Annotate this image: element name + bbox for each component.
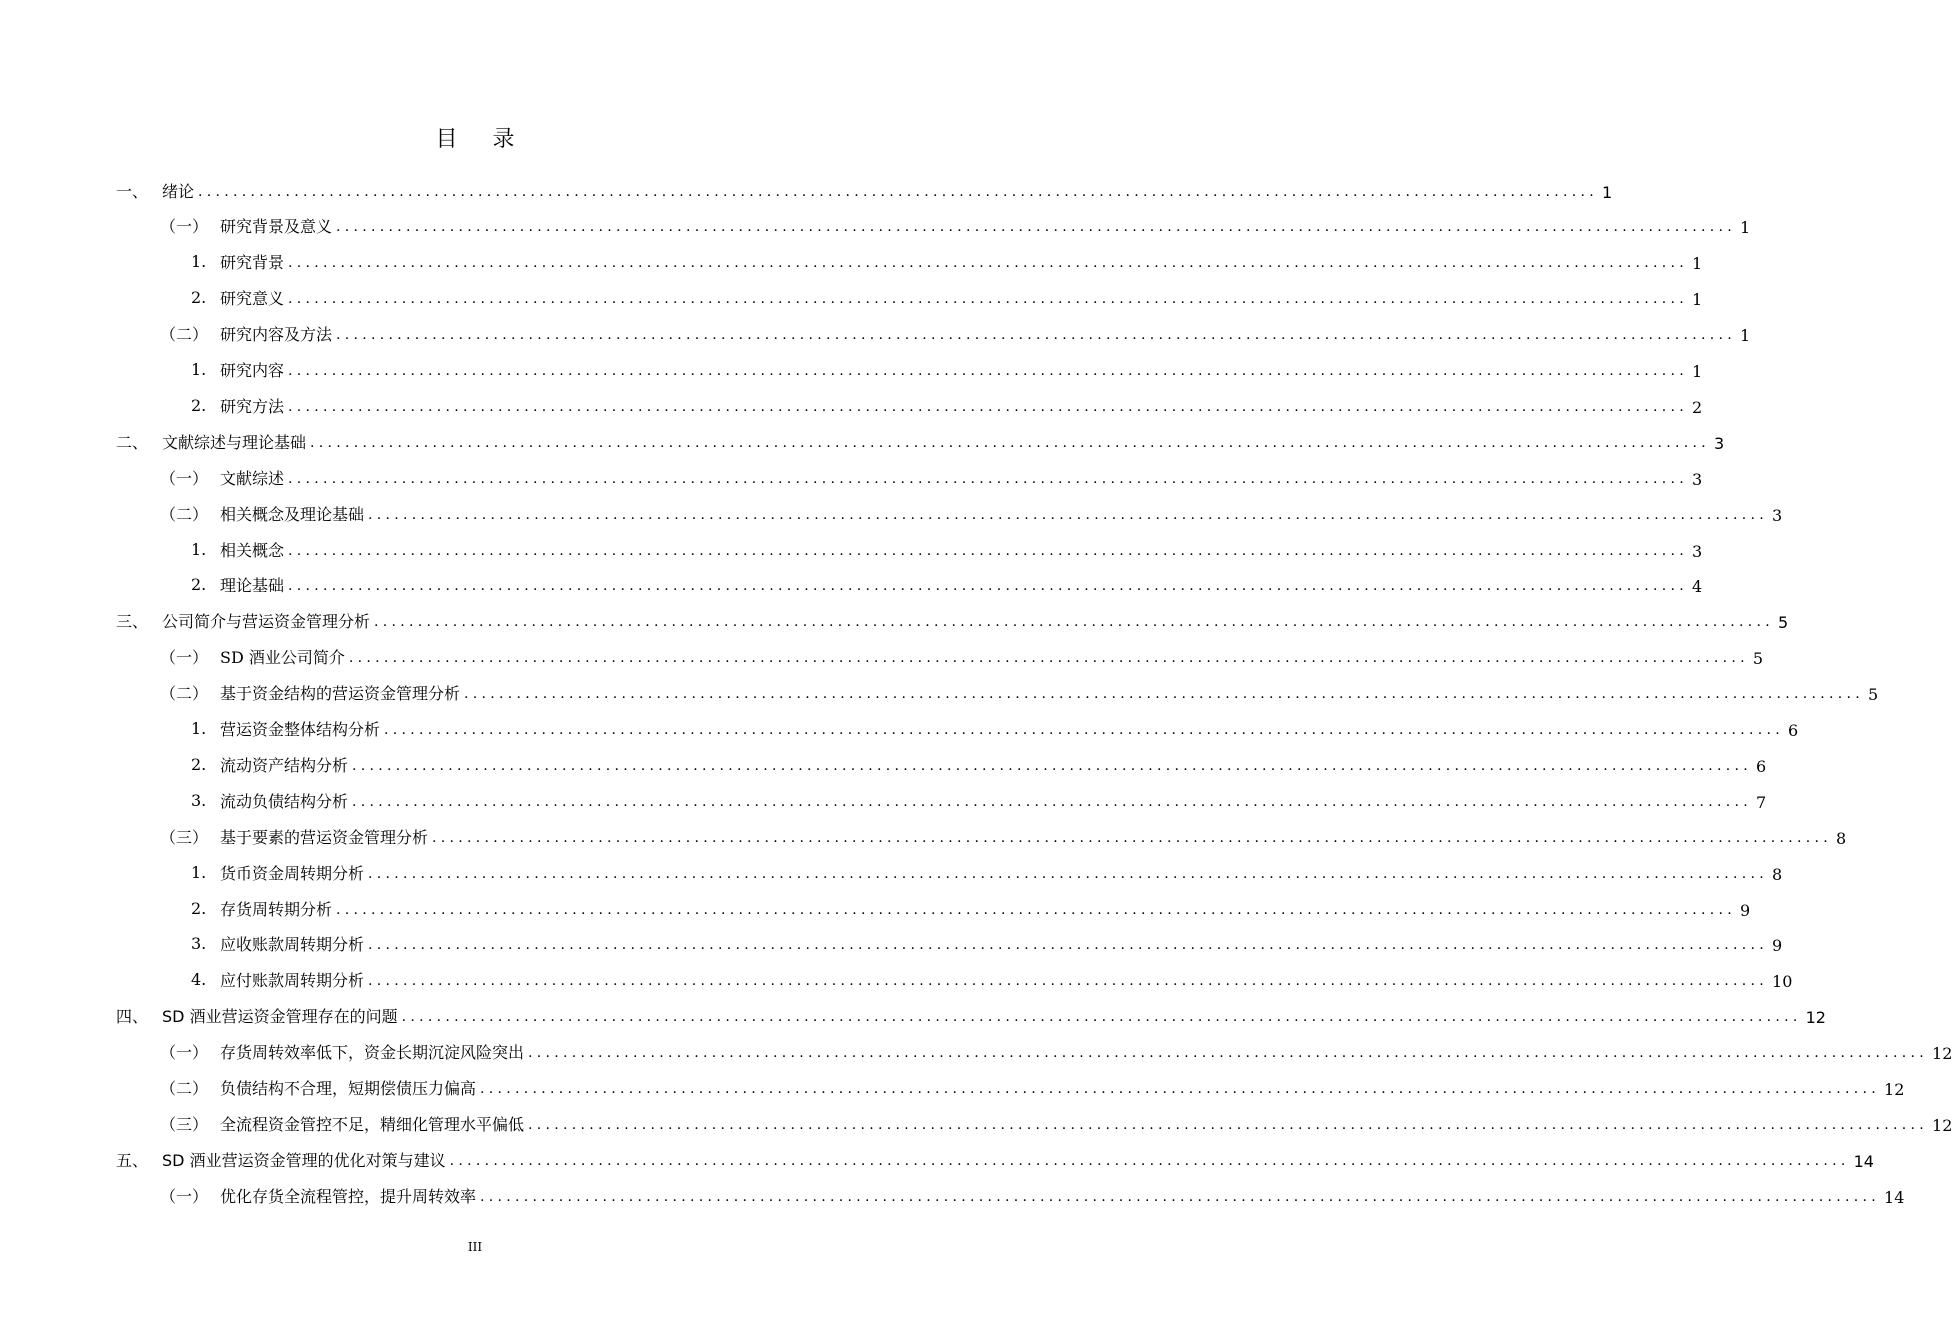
toc-entry-page-number: 1 (1692, 254, 1703, 274)
toc-entry-number: 1. (191, 719, 207, 738)
toc-leader-dots: ................................................................................................................................................................ (288, 470, 1689, 487)
toc-entry-number: 2. (191, 898, 207, 918)
toc-entry-page-number: 12 (1932, 1115, 1952, 1135)
toc-entry[interactable] (0, 782, 1767, 818)
toc-entry-number: 三、 (116, 612, 149, 632)
toc-entry-page-number: 3 (1714, 433, 1725, 453)
toc-entry-text: 货币资金周转期分析 (220, 863, 365, 883)
toc-entry-label (220, 861, 1783, 884)
toc-entry-label (220, 1112, 1952, 1135)
toc-entry-page-number: 12 (1805, 1008, 1826, 1028)
toc-entry-page-number: 9 (1740, 900, 1751, 920)
toc-entry[interactable] (0, 711, 1799, 747)
toc-entry-page-number: 14 (1884, 1187, 1905, 1207)
toc-entry-text: SD 酒业公司简介 (220, 648, 345, 668)
toc-entry-page-number: 5 (1778, 613, 1789, 633)
toc-entry-page-number: 1 (1692, 290, 1703, 310)
toc-entry-page-number: 4 (1692, 577, 1703, 597)
toc-entry[interactable] (0, 244, 1703, 280)
toc-entry[interactable] (0, 746, 1767, 782)
toc-entry-text: 营运资金整体结构分析 (220, 720, 381, 739)
toc-entry-text: 文献综述 (220, 468, 285, 488)
toc-entry[interactable] (0, 998, 1826, 1034)
toc-entry[interactable] (0, 567, 1703, 603)
toc-entry-number: （一） (160, 217, 209, 237)
toc-entry-number: 五、 (116, 1150, 149, 1170)
toc-entry-label (162, 179, 1613, 202)
toc-entry-text: 负债结构不合理，短期偿债压力偏高 (220, 1079, 477, 1098)
toc-leader-dots: ................................................................................................................................................................ (368, 973, 1769, 990)
toc-entry-number: 2. (191, 288, 207, 308)
toc-entry-text: 基于要素的营运资金管理分析 (220, 827, 429, 847)
toc-entry[interactable] (0, 639, 1764, 675)
toc-entry-page-number: 2 (1692, 397, 1703, 417)
toc-entry[interactable] (0, 603, 1789, 639)
toc-entry-number: （三） (160, 827, 209, 847)
toc-title: 目 录 (435, 127, 529, 152)
toc-entry-text: 应付账款周转期分析 (220, 971, 365, 991)
toc-entry[interactable] (0, 818, 1847, 854)
toc-entry-label (220, 322, 1751, 346)
toc-leader-dots: ................................................................................................................................................................ (288, 255, 1689, 272)
toc-entry-text: SD 酒业营运资金管理存在的问题 (162, 1007, 398, 1027)
toc-leader-dots: ................................................................................................................................................................ (480, 1188, 1881, 1205)
toc-entry-number: （一） (160, 468, 209, 488)
toc-entry[interactable] (0, 387, 1703, 423)
toc-entry-text: 相关概念 (220, 540, 285, 560)
toc-entry-text: 研究背景 (220, 253, 285, 273)
toc-entry-text: 相关概念及理论基础 (220, 504, 365, 524)
toc-entry-label (220, 789, 1767, 812)
toc-entry-text: 存货周转效率低下，资金长期沉淀风险突出 (220, 1043, 525, 1063)
toc-entry-page-number: 3 (1692, 541, 1703, 561)
toc-entry-text: 绪论 (162, 181, 195, 201)
toc-leader-dots: ................................................................................................................................................................ (368, 937, 1769, 954)
toc-leader-dots: ................................................................................................................................................................ (288, 291, 1689, 308)
toc-entry[interactable] (0, 1034, 1952, 1070)
toc-leader-dots: ................................................................................................................................................................ (432, 829, 1833, 846)
toc-leader-dots: ................................................................................................................................................................ (401, 1009, 1802, 1026)
toc-leader-dots: ................................................................................................................................................................ (288, 542, 1689, 559)
toc-entry-label (220, 573, 1703, 597)
toc-leader-dots: ................................................................................................................................................................ (288, 398, 1689, 415)
toc-leader-dots: ................................................................................................................................................................ (528, 1045, 1929, 1062)
toc-entry[interactable] (0, 854, 1783, 890)
toc-entry-label (220, 502, 1783, 525)
toc-entry[interactable] (0, 280, 1703, 316)
toc-entry-label (220, 717, 1799, 740)
toc-entry-number: （二） (160, 1079, 209, 1098)
toc-entry-label (220, 214, 1751, 238)
toc-entry-text: SD 酒业营运资金管理的优化对策与建议 (162, 1150, 446, 1170)
toc-entry-label (220, 897, 1751, 920)
toc-entry-text: 文献综述与理论基础 (162, 432, 307, 452)
toc-entry-number: 2. (191, 575, 207, 595)
toc-entry-number: 1. (191, 252, 207, 272)
toc-leader-dots: ................................................................................................................................................................ (449, 1152, 1850, 1169)
toc-entry[interactable] (0, 316, 1751, 352)
toc-entry-label (162, 1004, 1826, 1028)
toc-entry[interactable] (0, 962, 1793, 998)
toc-leader-dots: ................................................................................................................................................................ (336, 219, 1737, 236)
toc-entry-text: 全流程资金管控不足，精细化管理水平偏低 (220, 1114, 525, 1134)
toc-entry[interactable] (0, 926, 1783, 962)
toc-entry[interactable] (0, 1070, 1905, 1106)
toc-entry[interactable] (0, 531, 1703, 567)
toc-entry-number: （二） (160, 325, 209, 345)
toc-entry-text: 研究方法 (220, 396, 285, 416)
toc-entry-label (220, 358, 1703, 381)
toc-entry[interactable] (0, 1105, 1952, 1141)
toc-entry[interactable] (0, 890, 1751, 926)
toc-entry-page-number: 12 (1884, 1080, 1905, 1099)
toc-entry-number: （一） (160, 1186, 209, 1206)
toc-leader-dots: ................................................................................................................................................................ (368, 865, 1769, 882)
toc-entry-page-number: 6 (1756, 756, 1767, 776)
toc-entry-number: （二） (160, 684, 209, 704)
toc-entry-number: 一、 (116, 181, 149, 201)
toc-entry-page-number: 8 (1836, 828, 1847, 848)
toc-entry-label (162, 1148, 1874, 1171)
toc-entry-number: 二、 (116, 432, 149, 452)
toc-entry-number: （一） (160, 1043, 209, 1063)
toc-entry-number: （三） (160, 1114, 209, 1134)
toc-entry-text: 优化存货全流程管控，提升周转效率 (220, 1186, 477, 1206)
toc-entry-page-number: 10 (1772, 972, 1793, 992)
toc-entry-number: 4. (191, 970, 207, 990)
toc-leader-dots: ................................................................................................................................................................ (336, 327, 1737, 344)
toc-entry-label (220, 825, 1847, 848)
toc-entry-text: 存货周转期分析 (220, 899, 333, 919)
toc-entry-number: 1. (191, 862, 207, 882)
toc-entry-label (220, 250, 1703, 274)
toc-entry-label (162, 430, 1725, 453)
toc-entry-label (162, 609, 1789, 633)
toc-entry-text: 研究内容 (220, 361, 285, 380)
toc-entry-text: 研究内容及方法 (220, 325, 333, 345)
toc-entry-label (220, 968, 1793, 992)
toc-leader-dots: ................................................................................................................................................................ (464, 686, 1865, 703)
toc-entry-number: （一） (160, 648, 209, 668)
toc-entry-text: 研究意义 (220, 289, 285, 309)
toc-entry-text: 研究背景及意义 (220, 217, 333, 237)
toc-entry-text: 流动负债结构分析 (220, 791, 349, 811)
toc-entry-number: 1. (191, 360, 207, 379)
toc-entry-page-number: 1 (1692, 362, 1703, 381)
toc-entry-page-number: 3 (1772, 505, 1783, 525)
toc-entry-text: 理论基础 (220, 576, 285, 596)
toc-entry-page-number: 3 (1692, 469, 1703, 489)
toc-entry-label (220, 645, 1764, 669)
toc-entry-page-number: 9 (1772, 936, 1783, 956)
toc-entry-number: 四、 (116, 1007, 149, 1027)
toc-entry[interactable] (0, 1141, 1874, 1177)
toc-entry[interactable] (0, 423, 1725, 459)
toc-entry-label (220, 753, 1767, 776)
toc-entry-text: 基于资金结构的营运资金管理分析 (220, 684, 461, 704)
toc-entry-page-number: 14 (1853, 1151, 1874, 1171)
page-number-footer: III (467, 1240, 483, 1254)
toc-leader-dots: ................................................................................................................................................................ (528, 1116, 1929, 1133)
toc-entry-label (220, 1040, 1952, 1064)
toc-leader-dots: ................................................................................................................................................................ (198, 183, 1599, 200)
toc-leader-dots: ................................................................................................................................................................ (368, 506, 1769, 523)
toc-entry-text: 流动资产结构分析 (220, 755, 349, 775)
toc-entry-page-number: 5 (1752, 649, 1764, 669)
toc-entry-text: 应收账款周转期分析 (220, 935, 365, 955)
toc-leader-dots: ................................................................................................................................................................ (288, 363, 1689, 379)
toc-entry-number: 1. (191, 539, 207, 559)
toc-leader-dots: ................................................................................................................................................................ (288, 578, 1689, 595)
toc-entry-label (220, 538, 1703, 561)
toc-entry[interactable] (0, 1177, 1905, 1213)
toc-entry-page-number: 7 (1756, 792, 1767, 812)
toc-entry-label (220, 286, 1703, 310)
toc-entry[interactable] (0, 208, 1751, 244)
toc-entry-page-number: 5 (1868, 685, 1879, 705)
toc-entry-number: 3. (191, 934, 207, 954)
toc-entry[interactable] (0, 352, 1703, 388)
toc-entry-page-number: 1 (1740, 326, 1751, 346)
toc-leader-dots: ................................................................................................................................................................ (384, 722, 1785, 738)
toc-entry[interactable] (0, 495, 1783, 531)
toc-leader-dots: ................................................................................................................................................................ (374, 614, 1775, 631)
toc-leader-dots: ................................................................................................................................................................ (352, 757, 1753, 774)
toc-entry-label (220, 1076, 1905, 1099)
toc-entry-page-number: 1 (1740, 218, 1751, 238)
toc-entry-label (220, 681, 1879, 705)
toc-leader-dots: ................................................................................................................................................................ (348, 650, 1749, 667)
toc-entry-label (220, 466, 1703, 489)
toc-entry-number: 2. (191, 395, 207, 415)
toc-leader-dots: ................................................................................................................................................................ (480, 1081, 1881, 1097)
toc-entry-label (220, 932, 1783, 956)
toc-entry[interactable] (0, 675, 1879, 711)
toc-leader-dots: ................................................................................................................................................................ (336, 901, 1737, 918)
toc-entry-label (220, 1184, 1905, 1207)
toc-entry[interactable] (0, 172, 1613, 208)
toc-entry-number: （二） (160, 504, 209, 524)
toc-entry-number: 2. (191, 754, 207, 774)
toc-entry-page-number: 1 (1602, 182, 1613, 202)
toc-leader-dots: ................................................................................................................................................................ (310, 434, 1711, 451)
toc-leader-dots: ................................................................................................................................................................ (352, 793, 1753, 810)
toc-entry[interactable] (0, 459, 1703, 495)
toc-entry-page-number: 8 (1772, 864, 1783, 884)
toc-entry-page-number: 6 (1788, 721, 1799, 740)
toc-entry-label (220, 394, 1703, 417)
toc-entry-number: 3. (191, 790, 207, 810)
toc-entry-text: 公司简介与营运资金管理分析 (162, 612, 371, 632)
toc-entry-page-number: 12 (1932, 1044, 1952, 1064)
